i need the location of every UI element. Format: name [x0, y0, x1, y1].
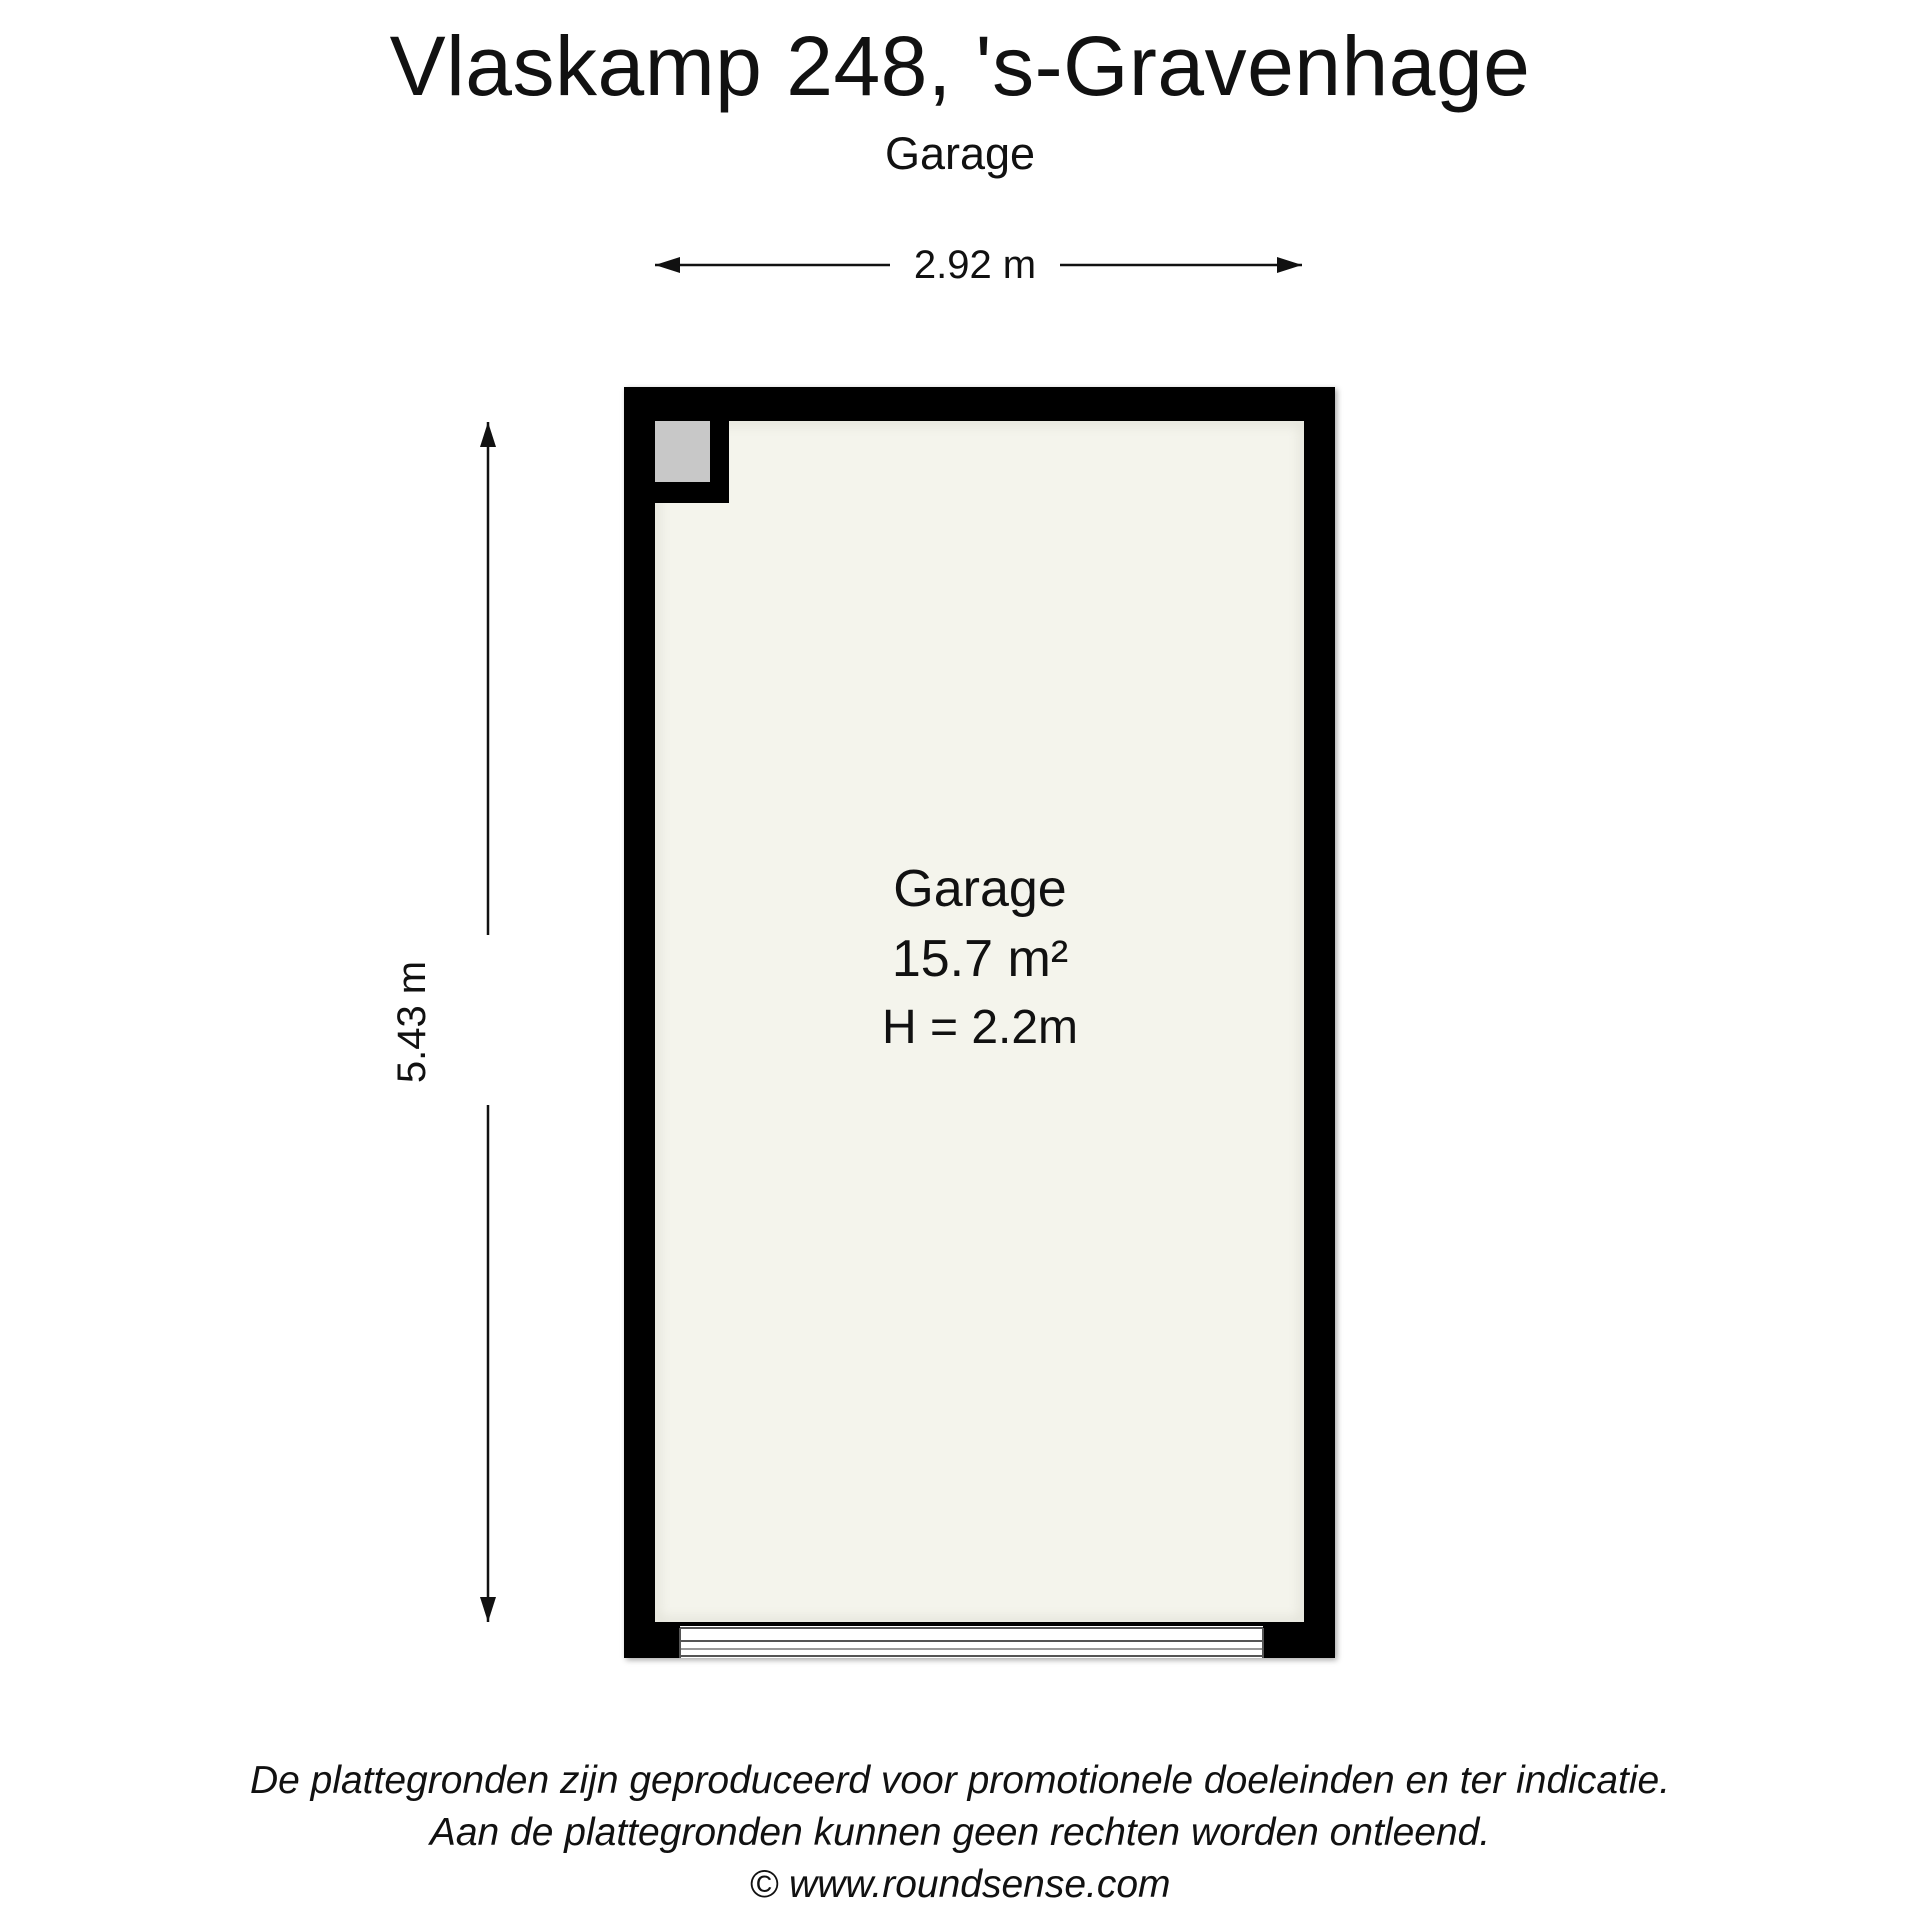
room-height: H = 2.2m: [881, 1001, 1079, 1054]
disclaimer-line-2: Aan de plattegronden kunnen geen rechten worden ontleend.: [429, 1811, 1491, 1854]
arrow-right-icon: [1277, 257, 1302, 273]
width-dimension-label: 2.92 m: [890, 241, 1060, 289]
length-dimension-line: [480, 422, 496, 1622]
page-title: Vlaskamp 248, 's-Gravenhage: [389, 19, 1531, 113]
room-name: Garage: [893, 860, 1067, 918]
length-dimension-label: 5.43 m: [388, 937, 436, 1107]
floor-subtitle: Garage: [884, 128, 1036, 179]
arrow-left-icon: [655, 257, 680, 273]
corner-shaft: [655, 421, 710, 482]
copyright-link[interactable]: © www.roundsense.com: [749, 1863, 1171, 1906]
arrow-down-icon: [480, 1597, 496, 1622]
arrow-up-icon: [480, 422, 496, 447]
garage-door: [680, 1626, 1263, 1658]
room-area: 15.7 m²: [891, 930, 1069, 988]
disclaimer-line-1: De plattegronden zijn geproduceerd voor promotionele doeleinden en ter indicatie.: [249, 1759, 1671, 1802]
